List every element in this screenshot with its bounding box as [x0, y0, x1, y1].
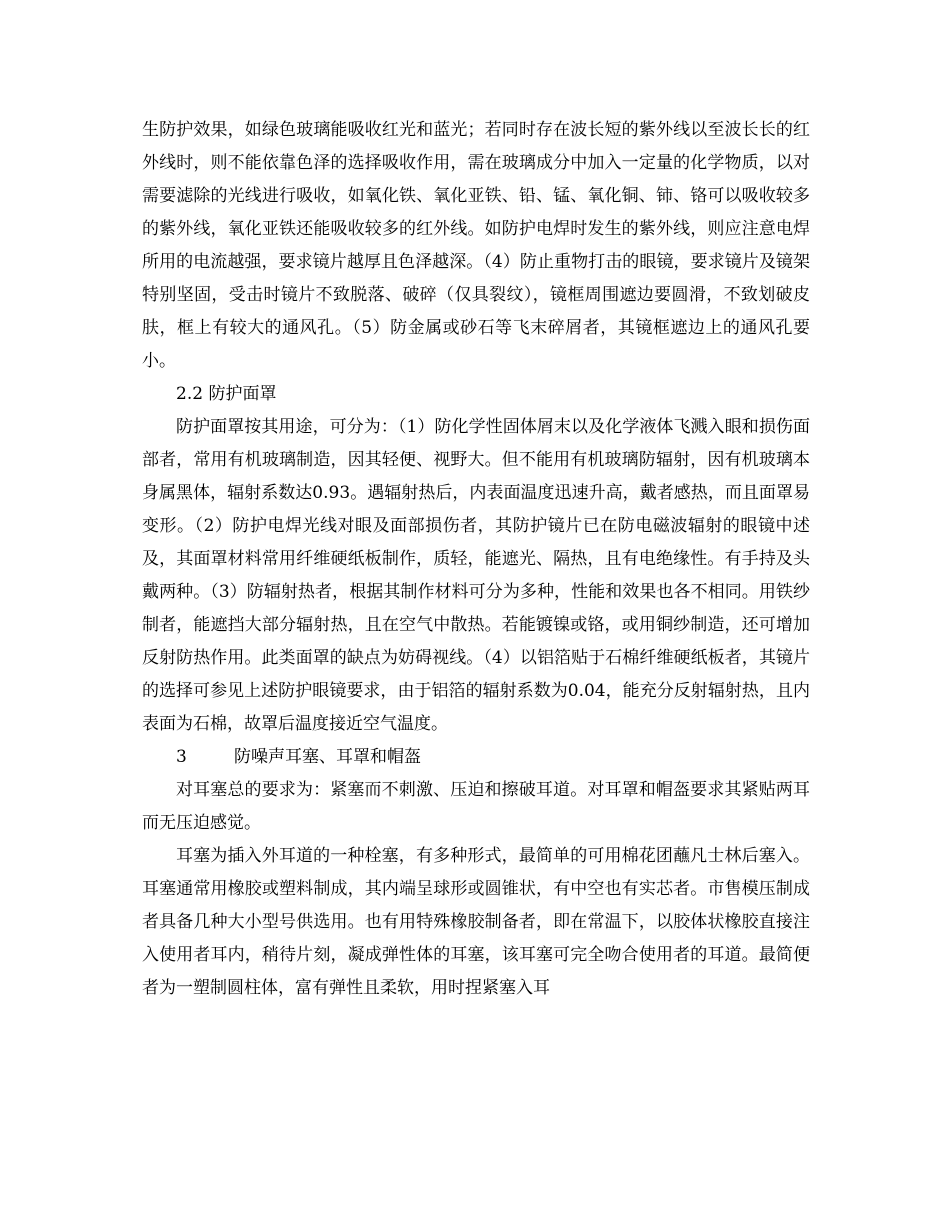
paragraph-eyewear-continued: 生防护效果，如绿色玻璃能吸收红光和蓝光；若同时存在波长短的紫外线以至波长长的红外线时，则不能依靠色泽的选择吸收作用，需在玻璃成分中加入一定量的化学物质，以对需要滤除的光线进行吸收，如氧化铁、氧化亚铁、铅、锰、氧化铜、铈、铬可以吸收较多的紫外线，氧化亚铁还能吸收较多的红外线。如防护电焊时发生的紫外线，则应注意电焊所用的电流越强，要求镜片越厚且色泽越深。（4）防止重物打击的眼镜，要求镜片及镜架特别坚固，受击时镜片不致脱落、破碎（仅具裂纹），镜框周围遮边要圆滑，不致划破皮肤，框上有较大的通风孔。（5）防金属或砂石等飞末碎屑者，其镜框遮边上的通风孔要小。 [142, 120, 810, 371]
section-heading-hearing-protection [142, 741, 810, 774]
document-body [142, 114, 810, 1005]
paragraph-earplug-requirements: 对耳塞总的要求为：紧塞而不刺激、压迫和擦破耳道。对耳罩和帽盔要求其紧贴两耳而无压迫感觉。 [142, 780, 810, 833]
paragraph-face-shield: 防护面罩按其用途，可分为：（1）防化学性固体屑末以及化学液体飞溅入眼和损伤面部者，常用有机玻璃制造，因其轻便、视野大。但不能用有机玻璃防辐射，因有机玻璃本身属黑体，辐射系数达0.93。遇辐射热后，内表面温度迅速升高，戴者感热，而且面罩易变形。（2）防护电焊光线对眼及面部损伤者，其防护镜片已在防电磁波辐射的眼镜中述及，其面罩材料常用纤维硬纸板制作，质轻，能遮光、隔热，且有电绝缘性。有手持及头戴两种。（3）防辐射热者，根据其制作材料可分为多种，性能和效果也各不相同。用铁纱制者，能遮挡大部分辐射热，且在空气中散热。若能镀镍或铬，或用铜纱制造，还可增加反射防热作用。此类面罩的缺点为妨碍视线。（4）以铝箔贴于石棉纤维硬纸板者，其镜片的选择可参见上述防护眼镜要求，由于铝箔的辐射系数为0.04，能充分反射辐射热，且内表面为石棉，故罩后温度接近空气温度。 [142, 417, 810, 734]
section-number: 3 [176, 747, 187, 767]
section-heading-face-shield: 2.2 防护面罩 [176, 384, 277, 404]
section-title: 防噪声耳塞、耳罩和帽盔 [234, 747, 421, 767]
paragraph-earplug-types: 耳塞为插入外耳道的一种栓塞，有多种形式，最简单的可用棉花团蘸凡士林后塞入。耳塞通常用橡胶或塑料制成，其内端呈球形或圆锥状，有中空也有实芯者。市售模压制成者具备几种大小型号供选用。也有用特殊橡胶制备者，即在常温下，以胶体状橡胶直接注入使用者耳内，稍待片刻，凝成弹性体的耳塞，该耳塞可完全吻合使用者的耳道。最简便者为一塑制圆柱体，富有弹性且柔软，用时捏紧塞入耳 [142, 846, 810, 998]
